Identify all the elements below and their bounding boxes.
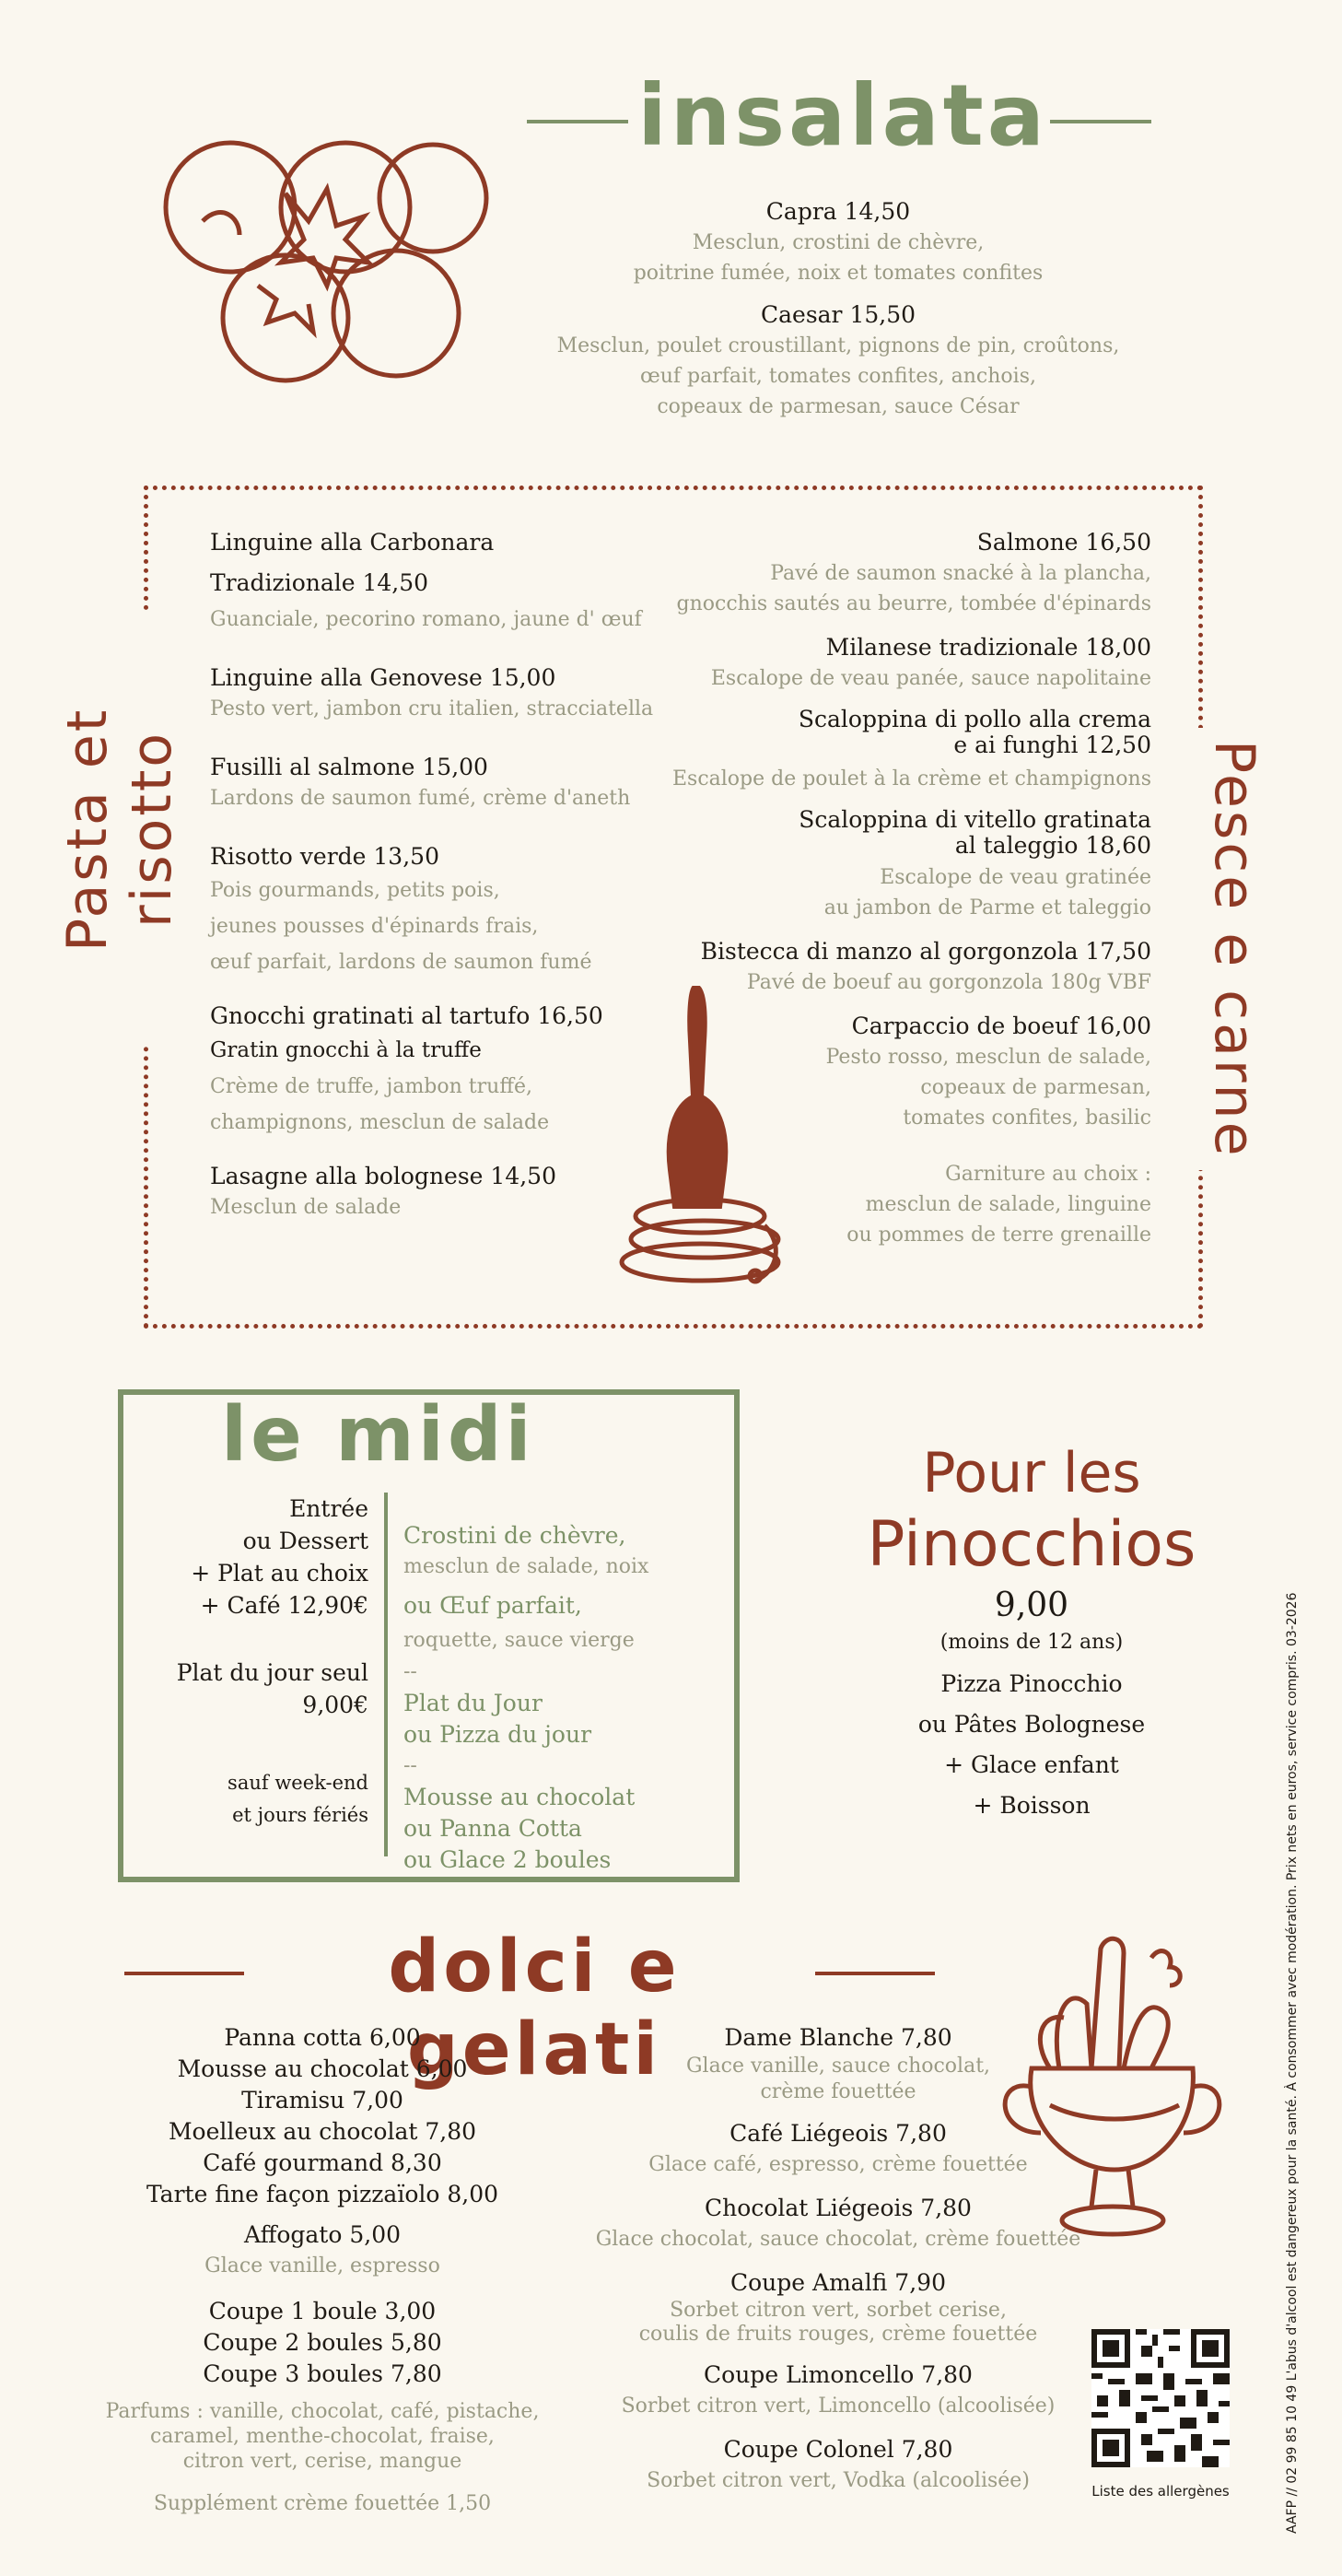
dish-desc: Mesclun, poulet croustillant, pignons de pin, croûtons, [556, 334, 1120, 357]
garniture-line: Garniture au choix : [945, 1163, 1151, 1186]
dish-name: Gnocchi gratinati al tartufo 16,50 [210, 1002, 603, 1029]
coupe-item: Coupe 2 boules 5,80 [203, 2329, 442, 2356]
dish-desc: tomates confites, basilic [903, 1107, 1151, 1130]
dessert-item: Panna cotta 6,00 [224, 2024, 421, 2051]
dish-desc: copeaux de parmesan, [920, 1076, 1151, 1099]
midi-option-line: Plat du Jour [403, 1690, 543, 1716]
insalata-rule-right [1050, 120, 1151, 123]
dish-name: Scaloppina di pollo alla crema [798, 706, 1151, 732]
sauf-note: sauf week-end [228, 1772, 368, 1794]
dish-desc: Lardons de saumon fumé, crème d'aneth [210, 787, 631, 810]
pasta-item [210, 752, 707, 814]
dessert-item: Tiramisu 7,00 [241, 2087, 403, 2113]
pinocchios-line: Pizza Pinocchio [940, 1670, 1123, 1697]
carne-item [659, 1011, 1151, 1133]
pasta-item [210, 527, 707, 635]
pinocchios-title-line: Pour les [922, 1441, 1141, 1505]
coupe-item: Coupe 3 boules 7,80 [203, 2360, 442, 2387]
dish-name: Tradizionale 14,50 [210, 569, 429, 596]
dish-desc: Pois gourmands, petits pois, [210, 879, 500, 902]
midi-title: le midi [221, 1391, 535, 1479]
midi-option-line: ou Glace 2 boules [403, 1846, 612, 1873]
pinocchios-line: ou Pâtes Bolognese [917, 1711, 1146, 1738]
pinocchios-age: (moins de 12 ans) [939, 1631, 1124, 1654]
dessert-item: Moelleux au chocolat 7,80 [168, 2118, 477, 2145]
midi-divider [384, 1493, 388, 1856]
pasta-item [210, 662, 707, 724]
insalata-rule-left [527, 120, 628, 123]
midi-option-line: ou Pizza du jour [403, 1721, 592, 1748]
dish-name: Gratin gnocchi à la truffe [210, 1038, 482, 1062]
dish-desc: Glace vanille, sauce chocolat, [685, 2055, 991, 2078]
dish-name: Bistecca di manzo al gorgonzola 17,50 [700, 938, 1151, 965]
qr-caption: Liste des allergènes [1091, 2483, 1230, 2500]
dish-desc: Escalope de veau panée, sauce napolitaine [710, 667, 1151, 690]
dish-name: Caesar 15,50 [760, 301, 916, 328]
dish-desc: Glace café, espresso, crème fouettée [648, 2153, 1028, 2176]
dessert-item [557, 2022, 1119, 2105]
allergen-qr-code[interactable] [1091, 2329, 1230, 2467]
midi-formula-line: + Plat au choix [191, 1560, 368, 1587]
dish-desc: poitrine fumée, noix et tomates confites [633, 262, 1044, 285]
dish-desc: œuf parfait, lardons de saumon fumé [210, 951, 592, 974]
dessert-item [557, 2118, 1119, 2180]
dish-desc: Sorbet citron vert, Limoncello (alcoolisée) [621, 2395, 1056, 2418]
midi-formula-line: + Café 12,90€ [200, 1592, 368, 1619]
carne-item [659, 707, 1151, 794]
midi-option-line: -- [403, 1660, 417, 1683]
dish-desc: Escalope de poulet à la crème et champignons [671, 767, 1151, 790]
garniture-line: ou pommes de terre grenaille [846, 1224, 1151, 1247]
garniture-note [659, 1159, 1151, 1250]
affogato-item: Affogato 5,00 [243, 2221, 402, 2248]
dish-desc: Pesto vert, jambon cru italien, stracciatella [210, 697, 654, 720]
dish-desc: coulis de fruits rouges, crème fouettée [638, 2323, 1038, 2346]
pinocchios-menu [829, 1585, 1234, 1826]
affogato-desc: Glace vanille, espresso [204, 2254, 440, 2277]
dish-name: Dame Blanche 7,80 [724, 2024, 952, 2051]
dessert-item [557, 2193, 1119, 2254]
dish-desc: Mesclun de salade [210, 1196, 402, 1219]
parfums-line: Parfums : vanille, chocolat, café, pistache, [105, 2400, 540, 2423]
legal-notice: AAFP // 02 99 85 10 49 L'abus d'alcool est dangereux pour la santé. À consommer avec modération. Prix nets en euros, service compris. 03-2026 [1285, 1592, 1300, 2534]
parfums-line: caramel, menthe-chocolat, fraise, [150, 2425, 495, 2448]
insalata-item [543, 299, 1133, 422]
dessert-item [557, 2359, 1119, 2421]
tomatoes-illustration [147, 138, 507, 387]
dish-name: Fusilli al salmone 15,00 [210, 754, 488, 780]
dish-name: Chocolat Liégeois 7,80 [705, 2195, 972, 2221]
dish-desc: Mesclun, crostini de chèvre, [692, 231, 985, 254]
dish-desc: jeunes pousses d'épinards frais, [210, 915, 539, 938]
dessert-item: Tarte fine façon pizzaïolo 8,00 [146, 2181, 499, 2207]
midi-option-line: Crostini de chèvre, [403, 1522, 626, 1549]
pasta-section-title: Pasta et risotto [55, 613, 184, 1046]
dish-desc: Sorbet citron vert, sorbet cerise, [670, 2299, 1007, 2322]
midi-option-line: roquette, sauce vierge [403, 1629, 635, 1652]
dish-desc: champignons, mesclun de salade [210, 1111, 550, 1134]
pinocchios-line: + Glace enfant [944, 1751, 1119, 1778]
garniture-line: mesclun de salade, linguine [865, 1193, 1151, 1216]
dolci-rule-left [124, 1972, 244, 1975]
dish-name: Linguine alla Genovese 15,00 [210, 664, 556, 691]
supplement-line: Supplément crème fouettée 1,50 [153, 2492, 492, 2515]
midi-option-line: Mousse au chocolat [403, 1784, 636, 1810]
carne-list [659, 527, 1151, 1263]
dish-desc: gnocchis sautés au beurre, tombée d'épinards [676, 592, 1151, 615]
dish-name: Coupe Colonel 7,80 [723, 2436, 953, 2463]
dish-desc: œuf parfait, tomates confites, anchois, [640, 365, 1036, 388]
dessert-item [557, 2434, 1119, 2496]
dish-name: Carpaccio de boeuf 16,00 [851, 1013, 1151, 1039]
pinocchios-line: + Boisson [973, 1792, 1091, 1819]
dish-name: Scaloppina di vitello gratinata [799, 806, 1151, 833]
carne-section-title: Pesce e carne [1147, 728, 1266, 1170]
dish-name: Coupe Limoncello 7,80 [704, 2361, 973, 2388]
dish-name: Capra 14,50 [765, 198, 911, 225]
midi-option-line: ou Œuf parfait, [403, 1592, 582, 1619]
dish-name: Risotto verde 13,50 [210, 843, 439, 870]
carne-item [659, 632, 1151, 694]
dish-desc: Glace chocolat, sauce chocolat, crème fouettée [595, 2228, 1081, 2251]
dessert-item: Café gourmand 8,30 [203, 2149, 442, 2176]
carne-item [659, 936, 1151, 998]
dish-desc: Escalope de veau gratinée [880, 866, 1151, 889]
midi-formula-line: ou Dessert [242, 1528, 368, 1554]
carne-item [659, 527, 1151, 619]
dish-desc: Pavé de boeuf au gorgonzola 180g VBF [746, 971, 1151, 994]
plat-jour-price: 9,00€ [302, 1692, 368, 1718]
sauf-note: et jours fériés [232, 1804, 368, 1826]
dish-name: Milanese tradizionale 18,00 [825, 634, 1151, 661]
dish-desc: Pesto rosso, mesclun de salade, [825, 1046, 1151, 1069]
coupe-item: Coupe 1 boule 3,00 [208, 2298, 437, 2324]
dolci-right-list [557, 2022, 1119, 2509]
pinocchios-title-line: Pinocchios [867, 1508, 1196, 1581]
midi-option-line: ou Panna Cotta [403, 1815, 582, 1842]
pasta-item [210, 841, 707, 980]
dish-name: al taleggio 18,60 [954, 832, 1151, 859]
dish-desc: crème fouettée [760, 2080, 916, 2103]
dish-name: Lasagne alla bolognese 14,50 [210, 1163, 556, 1189]
dish-name: Salmone 16,50 [976, 529, 1151, 556]
dessert-item [557, 2267, 1119, 2347]
dish-desc: Sorbet citron vert, Vodka (alcoolisée) [647, 2469, 1030, 2492]
pinocchios-title [829, 1437, 1234, 1581]
dolci-rule-right [815, 1972, 935, 1975]
dish-name: Café Liégeois 7,80 [729, 2120, 947, 2147]
plat-jour-line: Plat du jour seul [176, 1659, 368, 1686]
dolci-title: dolci e gelati [388, 1926, 681, 2091]
dish-desc: Crème de truffe, jambon truffé, [210, 1075, 532, 1098]
midi-options [403, 1520, 726, 1876]
dish-desc: Guanciale, pecorino romano, jaune d' œuf [210, 608, 642, 631]
insalata-list [543, 189, 1133, 422]
dolci-left-list [83, 2022, 562, 2519]
pinocchios-price: 9,00 [994, 1587, 1069, 1624]
dish-name: e ai funghi 12,50 [953, 732, 1151, 758]
carne-item [659, 807, 1151, 923]
midi-formula-line: Entrée [289, 1495, 368, 1522]
parfums-line: citron vert, cerise, mangue [182, 2450, 462, 2473]
dish-desc: au jambon de Parme et taleggio [823, 896, 1151, 919]
midi-formula [138, 1493, 368, 1832]
insalata-title: insalata [637, 66, 1048, 165]
dessert-item: Mousse au chocolat 6,00 [177, 2055, 468, 2082]
dish-desc: Pavé de saumon snacké à la plancha, [770, 562, 1151, 585]
midi-option-line: mesclun de salade, noix [403, 1555, 649, 1578]
insalata-item [543, 196, 1133, 288]
dish-name: Coupe Amalfi 7,90 [730, 2269, 946, 2296]
dish-name: Linguine alla Carbonara [210, 529, 495, 556]
dish-desc: copeaux de parmesan, sauce César [657, 395, 1020, 418]
midi-option-line: -- [403, 1754, 417, 1777]
